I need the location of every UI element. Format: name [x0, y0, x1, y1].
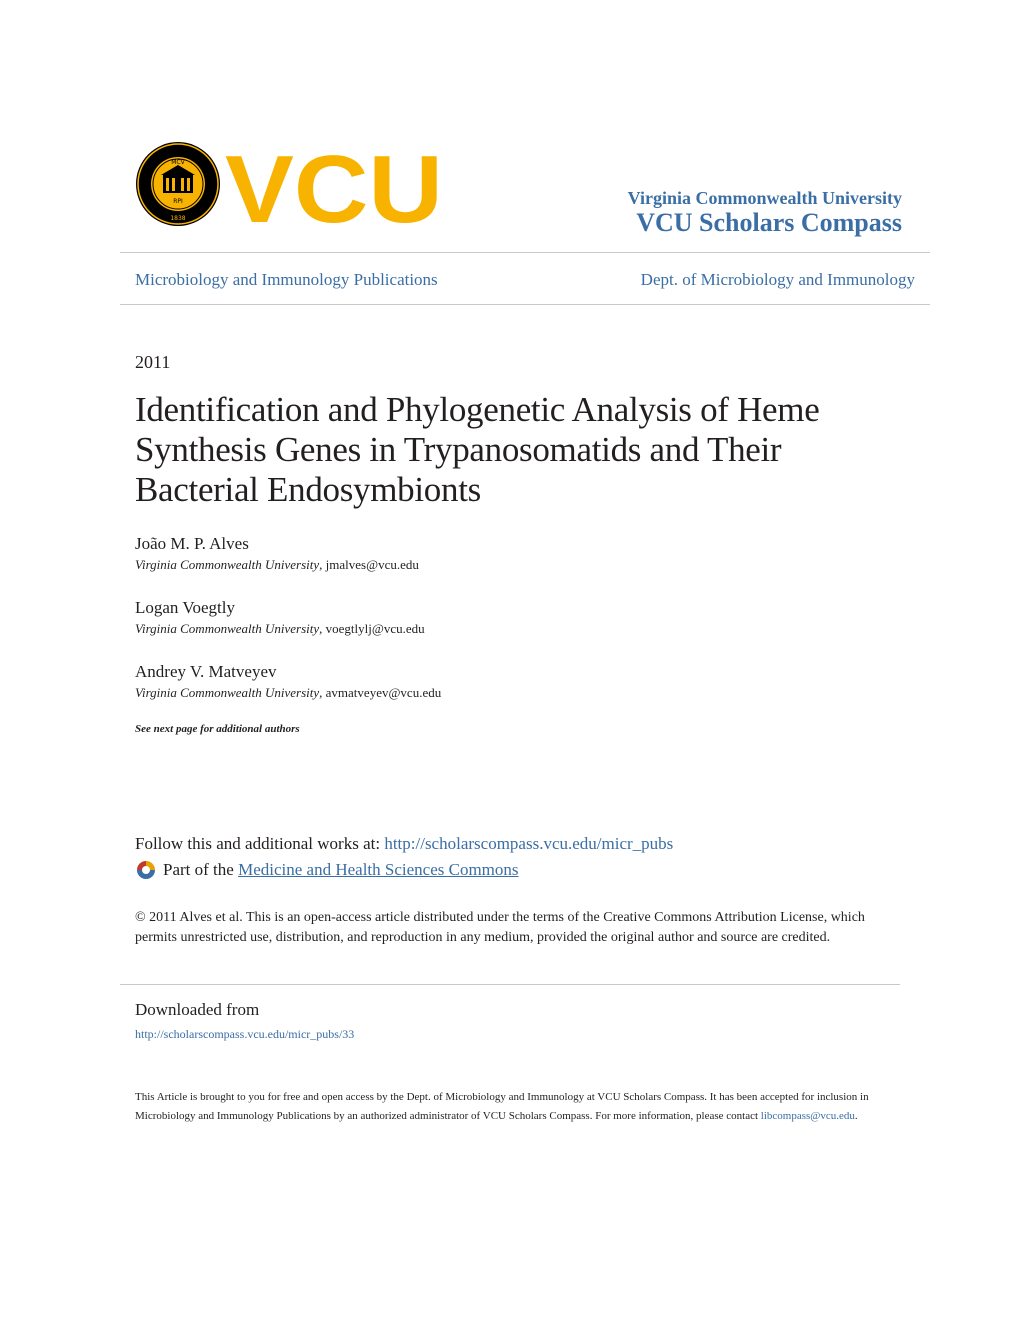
divider [120, 984, 900, 985]
author-entry [135, 662, 441, 701]
access-footer: This Article is brought to you for free and open access by the Dept. of Microbiology and Immunology at VCU Scholars Compass. It has been accepted for inclusion in Microbiology and Immunology Publications by an authorized administrator of VCU Scholars Compass. For more information, please contact libcompass@vcu.edu. [135, 1091, 869, 1122]
svg-text:RPI: RPI [173, 198, 183, 205]
svg-text:MCV: MCV [171, 159, 185, 166]
collection-url-link[interactable]: http://scholarscompass.vcu.edu/micr_pubs [384, 834, 674, 853]
author-entry [135, 534, 419, 573]
part-of-line [135, 859, 519, 881]
vcu-logo [135, 140, 445, 230]
author-email: , avmatveyev@vcu.edu [319, 685, 442, 700]
vcu-seal-icon [135, 140, 445, 230]
follow-line [135, 834, 673, 854]
article-title: Identification and Phylogenetic Analysis of Heme Synthesis Genes in Trypanosomatids and Their Bacterial Endosymbionts [135, 390, 820, 509]
author-affiliation: Virginia Commonwealth University, jmalves@vcu.edu [135, 557, 419, 572]
author-name: Andrey V. Matveyev [135, 662, 277, 681]
downloaded-from-label: Downloaded from [135, 1000, 260, 1019]
author-name: João M. P. Alves [135, 534, 249, 553]
download-url-link[interactable]: http://scholarscompass.vcu.edu/micr_pubs/33 [135, 1027, 355, 1041]
additional-authors-note: See next page for additional authors [135, 723, 300, 735]
divider [120, 304, 930, 305]
author-email: , jmalves@vcu.edu [319, 557, 419, 572]
repository-link[interactable]: VCU Scholars Compass [636, 208, 902, 237]
institution-link[interactable]: Virginia Commonwealth University [627, 188, 902, 208]
vcu-wordmark: VCU [225, 140, 443, 230]
follow-label: Follow this and additional works at: [135, 834, 385, 853]
network-commons-icon [135, 859, 157, 881]
commons-link[interactable]: Medicine and Health Sciences Commons [238, 860, 519, 879]
author-entry [135, 598, 425, 637]
author-name: Logan Voegtly [135, 598, 235, 617]
author-affiliation: Virginia Commonwealth University, avmatveyev@vcu.edu [135, 685, 442, 700]
divider [120, 252, 930, 253]
author-affiliation: Virginia Commonwealth University, voegtlylj@vcu.edu [135, 621, 425, 636]
contact-email-link[interactable]: libcompass@vcu.edu [760, 1109, 855, 1122]
license-statement: © 2011 Alves et al. This is an open-access article distributed under the terms of the Creative Commons Attribution License, which permits unrestricted use, distribution, and reproduction in any medium, provided the original author and source are credited. [135, 910, 865, 945]
collection-link[interactable]: Microbiology and Immunology Publications [135, 270, 438, 289]
publication-year: 2011 [135, 352, 171, 372]
author-email: , voegtlylj@vcu.edu [319, 621, 425, 636]
part-of-label: Part of the [163, 860, 234, 879]
svg-text:1838: 1838 [170, 215, 186, 222]
department-link[interactable]: Dept. of Microbiology and Immunology [640, 270, 915, 289]
